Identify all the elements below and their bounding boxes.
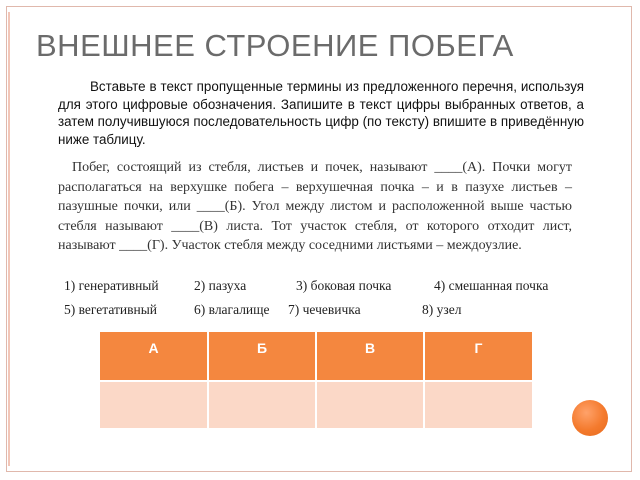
passage-text: Побег, состоящий из стебля, листьев и почек, называют ____(А). Почки могут располагаться на верхушке побега – верхушечная почка – и в пазухе листьев – пазушные почки, или ____(Б). Угол между листом и расположенной выше частью стебля называют ____(В) листа. Тот участок стебля, от которого отходит лист, называют ____(Г). Участок стебля между соседними листьями – междоузлие. xyxy=(58,160,572,253)
option-1: 1) генеративный xyxy=(64,278,159,293)
option-2: 2) пазуха xyxy=(194,278,247,293)
answer-cell-g[interactable] xyxy=(424,381,533,429)
task-instructions xyxy=(58,78,584,148)
answer-table-answer-row xyxy=(99,381,533,429)
options-row-2 xyxy=(64,302,584,326)
options-row-1 xyxy=(64,278,584,302)
option-5: 5) вегетативный xyxy=(64,302,157,317)
slide-left-accent-bar xyxy=(8,12,10,466)
answer-table-header-row xyxy=(99,331,533,381)
option-8: 8) узел xyxy=(422,302,462,317)
header-cell-g: Г xyxy=(424,331,533,381)
answer-cell-a[interactable] xyxy=(99,381,208,429)
answer-cell-b[interactable] xyxy=(208,381,316,429)
term-options xyxy=(64,278,584,326)
header-cell-b: Б xyxy=(208,331,316,381)
decorative-circle-icon xyxy=(572,400,608,436)
header-cell-v: В xyxy=(316,331,424,381)
instructions-text: Вставьте в текст пропущенные термины из предложенного перечня, используя для этого цифровые обозначения. Запишите в текст цифры выбранных ответов, а затем получившуюся последовательность цифр (по тексту) впишите в приведённую ниже таблицу. xyxy=(58,79,584,147)
header-cell-a: А xyxy=(99,331,208,381)
answer-cell-v[interactable] xyxy=(316,381,424,429)
passage-with-gaps xyxy=(58,158,572,256)
option-4: 4) смешанная почка xyxy=(434,278,549,293)
slide-title: ВНЕШНЕЕ СТРОЕНИЕ ПОБЕГА xyxy=(36,28,514,63)
option-6: 6) влагалище xyxy=(194,302,270,317)
option-3: 3) боковая почка xyxy=(296,278,392,293)
option-7: 7) чечевичка xyxy=(288,302,361,317)
answer-table xyxy=(98,330,534,430)
